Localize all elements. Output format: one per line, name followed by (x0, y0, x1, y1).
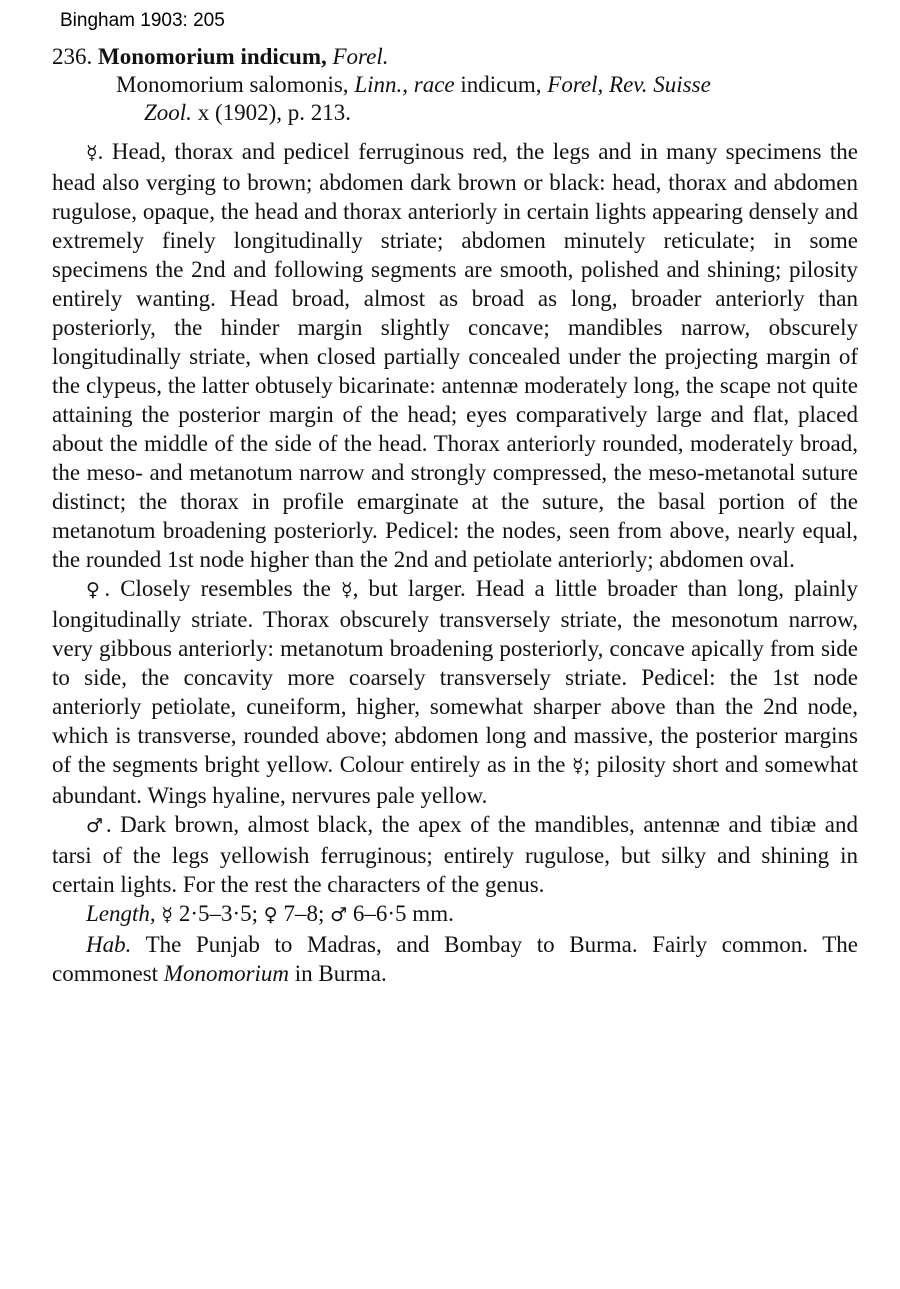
female-text-1: . Closely resembles the (104, 576, 341, 601)
habitat-text-end: in Burma. (294, 961, 387, 986)
worker-symbol-ref-2: ☿ (572, 755, 584, 777)
length-male-value: 6–6·5 mm. (352, 901, 454, 926)
male-description (52, 810, 858, 899)
length-label: Length, (86, 901, 156, 926)
length-worker-value: 2·5–3·5; (178, 901, 259, 926)
reference-volume: x (1902), p. 213. (197, 100, 352, 125)
reference-journal: Rev. Suisse (609, 72, 711, 97)
female-description (52, 574, 858, 810)
female-text-2: , but larger. Head a little broader than long, plainly longitudinally striate. Thorax obscurely transversely striate, the mesonotum narrow, very gibbous anteriorly: metanotum broadening posteriorly, concave apically from side to side, the concavity more coarsely transversely striate. Pedicel: the 1st node anteriorly petiolate, cuneiform, higher, somewhat sharper above than the 2nd node, which is transverse, rounded above; abdomen long and massive, the posterior margins of the segments bright yellow. Colour entirely as in the (52, 576, 858, 777)
synonym-name: Monomorium salomonis, (116, 72, 349, 97)
worker-symbol-ref: ☿ (340, 579, 353, 601)
document-page (52, 42, 858, 988)
habitat-genus: Monomorium (163, 961, 290, 986)
female-text-3: ; pilosity short and somewhat abundant. Wings hyaline, nervures pale yellow. (52, 752, 859, 808)
length-line (52, 899, 858, 930)
synonym-race-name: indicum, (460, 72, 542, 97)
habitat-label: Hab. (86, 932, 132, 957)
habitat-line (52, 930, 858, 988)
species-name: Monomorium indicum, (98, 44, 327, 69)
reference-journal-cont: Zool. (144, 100, 192, 125)
length-female-symbol: ♀ (263, 904, 278, 926)
habitat-text: The Punjab to Madras, and Bombay to Burma. Fairly common. The commonest (52, 932, 858, 986)
reference-author: Forel, (547, 72, 604, 97)
length-female-value: 7–8; (283, 901, 325, 926)
synonym-race: race (413, 72, 455, 97)
length-male-symbol: ♂ (330, 904, 348, 926)
synonym-author: Linn., (354, 72, 408, 97)
male-symbol: ♂ (86, 815, 106, 837)
worker-text: . Head, thorax and pedicel ferruginous red, the legs and in many specimens the head also verging to brown; abdomen dark brown or black: head, thorax and abdomen rugulose, opaque, the head and thorax anteriorly in certain lights appearing densely and extremely finely longitudinally striate; abdomen minutely reticulate; in some specimens the 2nd and following segments are smooth, polished and shining; pilosity entirely wanting. Head broad, almost as broad as long, broader anteriorly than posteriorly, the hinder margin slightly concave; mandibles narrow, obscurely longitudinally striate, when closed partially concealed under the projecting margin of the clypeus, the latter obtusely bicarinate: antennæ moderately long, the scape not quite attaining the posterior margin of the head; eyes comparatively large and flat, placed about the middle of the side of the head. Thorax anteriorly rounded, moderately broad, the meso- and metanotum narrow and strongly compressed, the meso-metanotal suture distinct; the thorax in profile emarginate at the suture, the basal portion of the metanotum broadening posteriorly. Pedicel: the nodes, seen from above, nearly equal, the rounded 1st node higher than the 2nd and petiolate anteriorly; abdomen oval. (52, 139, 858, 572)
length-worker-symbol: ☿ (161, 904, 174, 926)
source-label: Bingham 1903: 205 (60, 10, 225, 31)
worker-symbol: ☿ (86, 142, 98, 164)
female-symbol: ♀ (86, 579, 105, 601)
species-heading (52, 42, 858, 71)
male-text: . Dark brown, almost black, the apex of the mandibles, antennæ and tibiæ and tarsi of the legs yellowish ferruginous; entirely rugulose, but silky and shining in certain lights. For the rest the characters of the genus. (52, 812, 858, 897)
worker-description (52, 137, 858, 574)
synonym-citation (116, 71, 858, 127)
entry-number: 236. (52, 44, 93, 69)
species-author: Forel. (332, 44, 389, 69)
